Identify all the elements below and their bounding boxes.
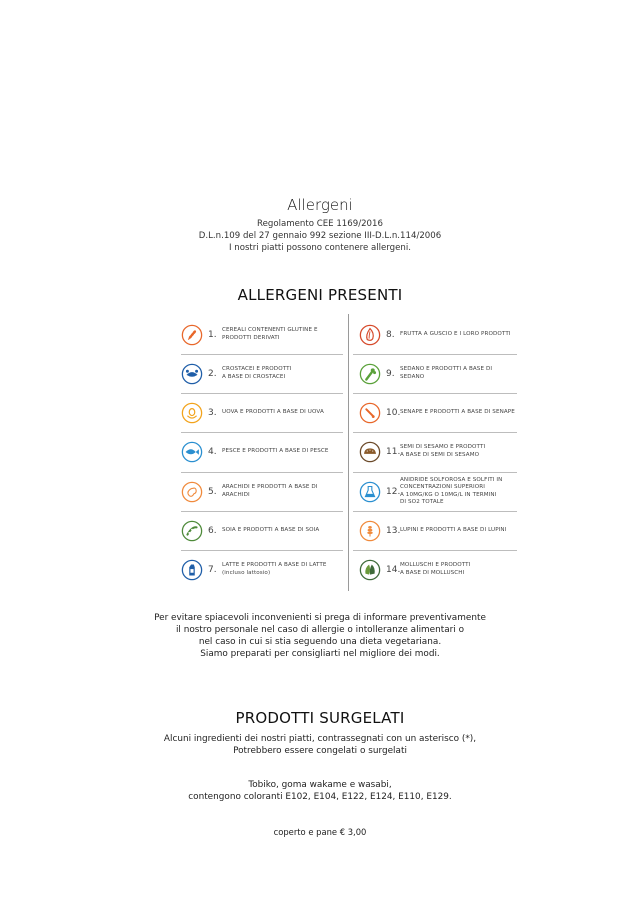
celery-icon [359, 363, 381, 385]
allergen-label-note: (incluso lattosio) [222, 569, 271, 576]
page-title: Allergeni [287, 196, 353, 214]
sesame-icon [359, 441, 381, 463]
allergen-label: CROSTACEI E PRODOTTI A BASE DI CROSTACEI [222, 366, 292, 380]
allergen-item-molluscs [359, 550, 517, 589]
allergen-warning-line: I nostri piatti possono contenere allergeni. [228, 243, 411, 253]
allergen-number: 3. [208, 407, 217, 418]
allergen-label: ANIDRIDE SOLFOROSA E SOLFITI IN CONCENTRAZIONI SUPERIORI A 10MG/KG O 10MG/L IN TERMINI DI SO2 TOTALE [400, 476, 503, 505]
allergen-number: 11. [386, 446, 401, 457]
allergen-label-main: LATTE E PRODOTTI A BASE DI LATTE [222, 562, 327, 569]
grid-divider-vertical [348, 314, 349, 591]
allergen-item-milk [181, 550, 343, 589]
allergen-item-celery [359, 354, 517, 393]
frozen-section-title: PRODOTTI SURGELATI [235, 709, 405, 727]
milk-icon [181, 559, 203, 581]
allergen-number: 8. [386, 329, 395, 340]
soy-icon [181, 520, 203, 542]
allergy-notice [0, 612, 640, 660]
allergen-label: UOVA E PRODOTTI A BASE DI UOVA [222, 408, 324, 415]
allergen-item-lupins [359, 511, 517, 550]
allergen-item-fish [181, 432, 343, 471]
cover-charge: coperto e pane € 3,00 [273, 827, 367, 837]
allergen-label: MOLLUSCHI E PRODOTTI A BASE DI MOLLUSCHI [400, 562, 471, 576]
allergen-number: 13. [386, 525, 401, 536]
mustard-icon [359, 402, 381, 424]
allergen-item-mustard [359, 393, 517, 432]
colorants-notice [0, 779, 640, 803]
regulation-line: Regolamento CEE 1169/2016 [257, 219, 383, 229]
allergen-label: CEREALI CONTENENTI GLUTINE E PRODOTTI DERIVATI [222, 327, 318, 341]
crustacean-icon [181, 363, 203, 385]
allergen-label: SENAPE E PRODOTTI A BASE DI SENAPE [400, 408, 515, 415]
allergen-item-soy [181, 511, 343, 550]
sulfite-icon [359, 481, 381, 503]
allergen-label: ARACHIDI E PRODOTTI A BASE DI ARACHIDI [222, 484, 318, 498]
allergens-section-title: ALLERGENI PRESENTI [237, 286, 403, 304]
allergen-number: 4. [208, 446, 217, 457]
allergen-label: SOIA E PRODOTTI A BASE DI SOIA [222, 526, 320, 533]
allergen-number: 6. [208, 525, 217, 536]
allergen-label: SEDANO E PRODOTTI A BASE DI SEDANO [400, 366, 493, 380]
allergen-label: SEMI DI SESAMO E PRODOTTI A BASE DI SEMI DI SESAMO [400, 444, 486, 458]
wheat-icon [181, 324, 203, 346]
colorants-line: Tobiko, goma wakame e wasabi, [248, 780, 392, 790]
allergen-number: 12. [386, 486, 401, 497]
allergen-number: 14. [386, 564, 401, 575]
notice-line: Siamo preparati per consigliarti nel migliore dei modi. [200, 649, 440, 659]
notice-line: Per evitare spiacevoli inconvenienti si prega di informare preventivamente [154, 613, 486, 623]
allergen-label: LUPINI E PRODOTTI A BASE DI LUPINI [400, 526, 507, 533]
allergen-number: 10. [386, 407, 401, 418]
frozen-line: Potrebbero essere congelati o surgelati [233, 746, 407, 756]
allergen-item-peanuts [181, 472, 343, 511]
peanut-icon [181, 481, 203, 503]
colorants-line: contengono coloranti E102, E104, E122, E124, E110, E129. [188, 792, 452, 802]
allergen-grid [181, 314, 517, 591]
mollusc-icon [359, 559, 381, 581]
allergen-label: FRUTTA A GUSCIO E I LORO PRODOTTI [400, 330, 511, 337]
allergen-label [222, 562, 327, 577]
frozen-notice [0, 733, 640, 757]
allergen-item-cereals [181, 315, 343, 354]
nut-icon [359, 324, 381, 346]
regulation-block [0, 218, 640, 254]
allergen-number: 5. [208, 486, 217, 497]
lupin-icon [359, 520, 381, 542]
allergen-item-crustaceans [181, 354, 343, 393]
allergen-label: PESCE E PRODOTTI A BASE DI PESCE [222, 447, 329, 454]
egg-icon [181, 402, 203, 424]
allergen-number: 9. [386, 368, 395, 379]
allergen-item-nuts [359, 315, 517, 354]
frozen-line: Alcuni ingredienti dei nostri piatti, contrassegnati con un asterisco (*), [163, 734, 477, 744]
allergen-number: 2. [208, 368, 217, 379]
allergen-item-sesame [359, 432, 517, 471]
allergen-number: 1. [208, 329, 217, 340]
fish-icon [181, 441, 203, 463]
notice-line: nel caso in cui si stia seguendo una dieta vegetariana. [198, 637, 442, 647]
allergen-number: 7. [208, 564, 217, 575]
allergen-item-sulfites [359, 472, 517, 511]
allergen-item-eggs [181, 393, 343, 432]
notice-line: il nostro personale nel caso di allergie o intolleranze alimentari o [175, 625, 465, 635]
decree-line: D.L.n.109 del 27 gennaio 992 sezione III-D.L.n.114/2006 [198, 231, 442, 241]
